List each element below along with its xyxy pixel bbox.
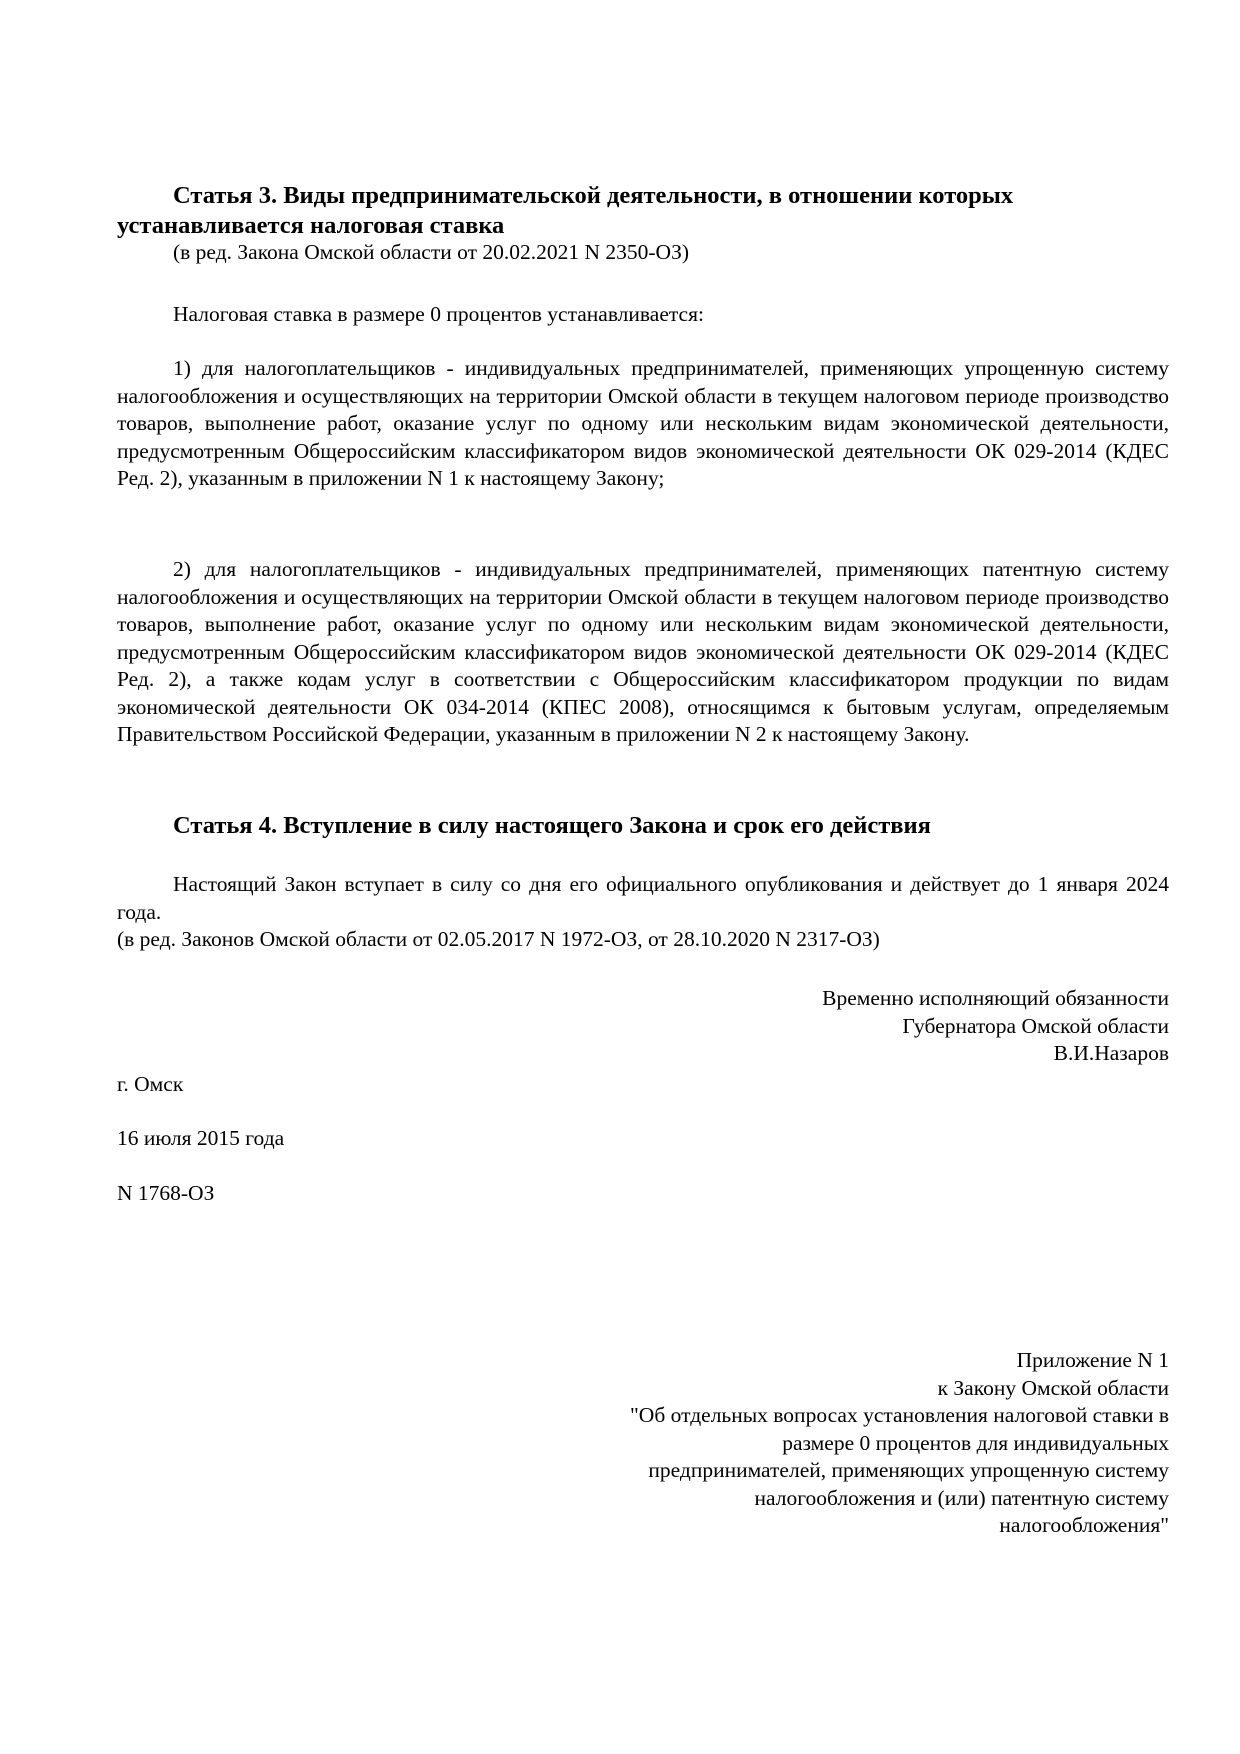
appendix-header [117,1347,1169,1540]
article-3-item-2: 2) для налогоплательщиков - индивидуальных предпринимателей, применяющих патентную систему налогообложения и осуществляющих на территории Омской области в текущем налоговом периоде производство товаров, выполнение работ, оказание услуг по одному или нескольким видам экономической деятельности, предусмотренным Общероссийским классификатором видов экономической деятельности ОК 029-2014 (КДЕС Ред. 2), а также кодам услуг в соответствии с Общероссийским классификатором продукции по видам экономической деятельности ОК 034-2014 (КПЕС 2008), относящимся к бытовым услугам, определяемым Правительством Российской Федерации, указанным в приложении N 2 к настоящему Закону. [117,557,1169,746]
signature-block [117,985,1169,1068]
appendix-line: Приложение N 1 [1016,1348,1169,1372]
law-number: N 1768-ОЗ [117,1181,215,1205]
article-3-item-1: 1) для налогоплательщиков - индивидуальных предпринимателей, применяющих упрощенную систему налогообложения и осуществляющих на территории Омской области в текущем налоговом периоде производство товаров, выполнение работ, оказание услуг по одному или нескольким видам экономической деятельности, предусмотренным Общероссийским классификатором видов экономической деятельности ОК 029-2014 (КДЕС Ред. 2), указанным в приложении N 1 к настоящему Закону; [117,356,1169,490]
signatory-name: В.И.Назаров [1053,1041,1169,1065]
article-3-intro: Налоговая ставка в размере 0 процентов устанавливается: [173,302,704,326]
appendix-line: к Закону Омской области [937,1375,1169,1400]
article-4-amendment: (в ред. Законов Омской области от 02.05.2017 N 1972-ОЗ, от 28.10.2020 N 2317-ОЗ) [117,927,880,951]
appendix-line: размере 0 процентов для индивидуальных [782,1430,1169,1455]
signature-title-line-2: Губернатора Омской области [902,1013,1169,1038]
article-3-amendment: (в ред. Закона Омской области от 20.02.2021 N 2350-ОЗ) [173,240,690,264]
appendix-line: "Об отдельных вопросах установления налоговой ставки в [630,1403,1169,1427]
appendix-line: налогообложения и (или) патентную систему [754,1485,1169,1510]
appendix-line: предпринимателей, применяющих упрощенную систему [648,1458,1169,1482]
appendix-line: налогообложения" [999,1513,1169,1537]
law-date: 16 июля 2015 года [117,1126,285,1150]
article-4-heading: Статья 4. Вступление в силу настоящего Закона и срок его действия [173,812,931,839]
article-3-heading: Статья 3. Виды предпринимательской деятельности, в отношении которых устанавливается налоговая ставка [117,182,1014,239]
signature-title-line-1: Временно исполняющий обязанности [822,986,1169,1010]
city: г. Омск [117,1072,184,1096]
article-4-text: Настоящий Закон вступает в силу со дня его официального опубликования и действует до 1 января 2024 года. [117,872,1169,924]
